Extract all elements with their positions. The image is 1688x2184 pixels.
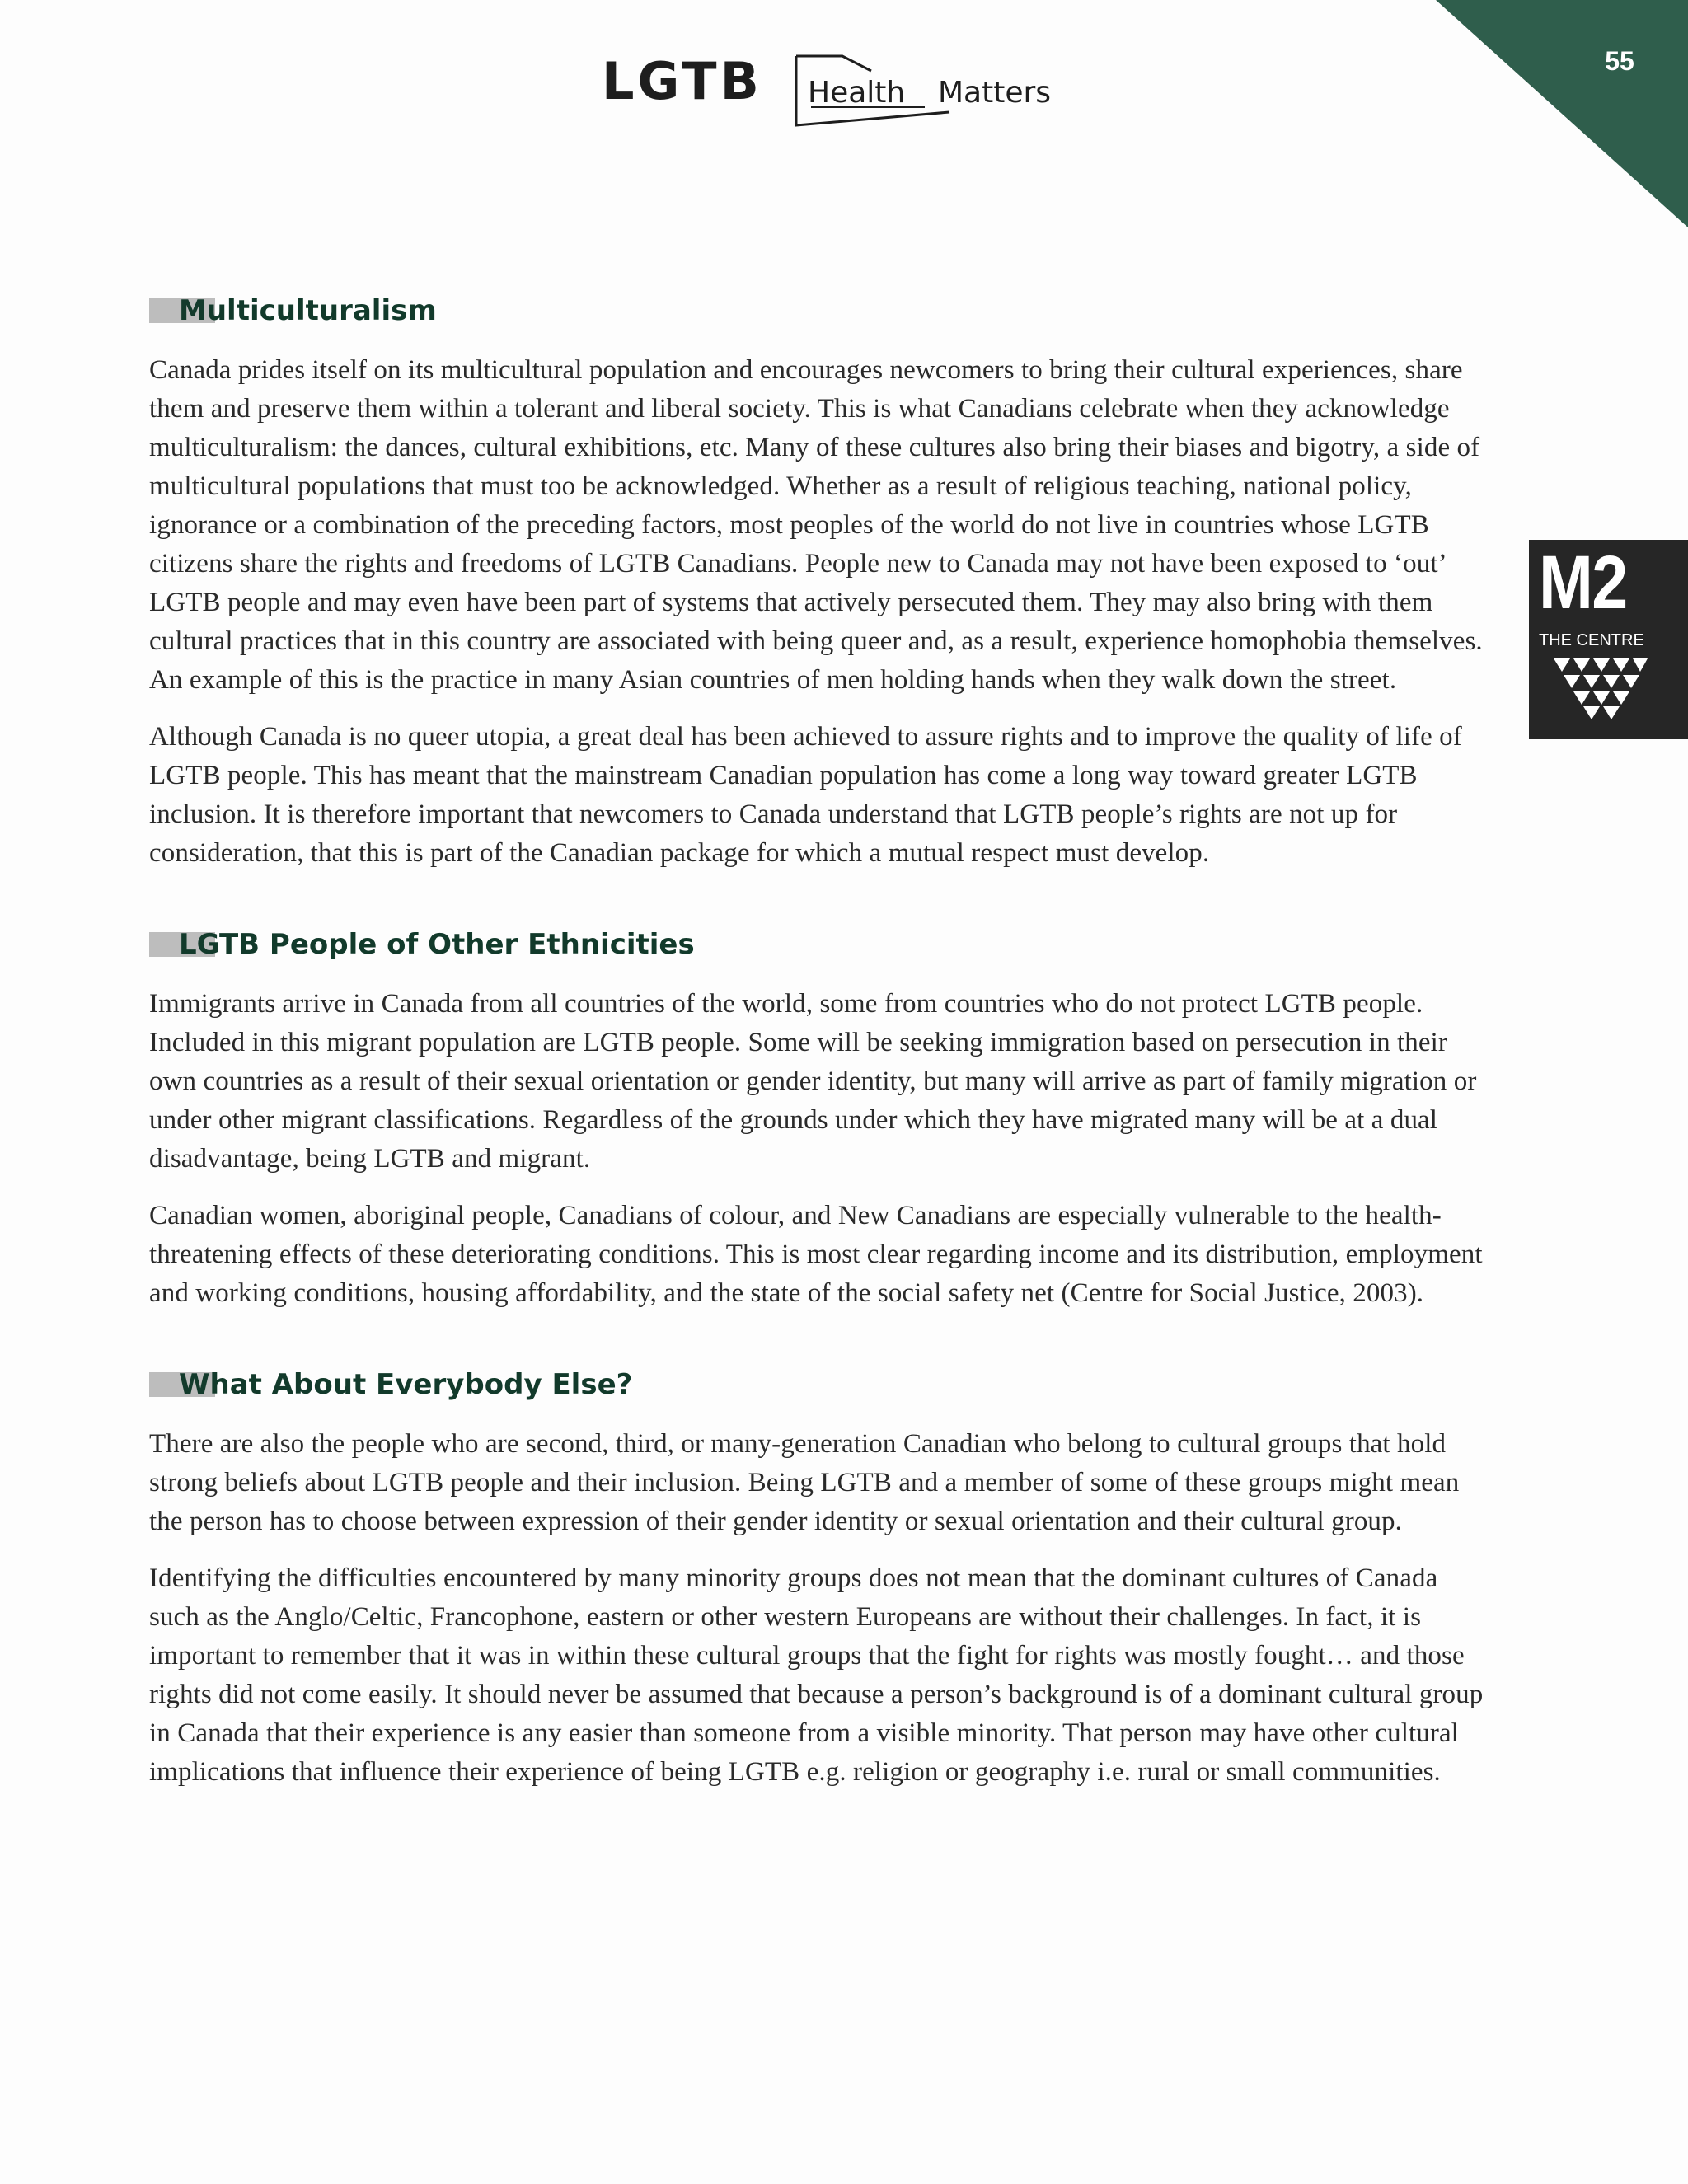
page-number: 55 [1605, 46, 1634, 76]
publication-logo [602, 53, 1096, 135]
paragraph: Identifying the difficulties encountered by many minority groups does not mean that the dominant cultures of Canada such as the Anglo/Celtic, Francophone, eastern or other western Europeans are without their challenges. In fact, it is important to remember that it was in within these cultural groups that the fight for rights was mostly fought… and those rights did not come easily. It should never be assumed that because a person’s background is of a dominant cultural group in Canada that their experience is any easier than someone from a visible minority. That person may have other cultural implications that influence their experience of being LGTB e.g. religion or geography i.e. rural or small communities. [149, 1563, 1484, 1787]
section-heading-text: LGTB People of Other Ethnicities [179, 928, 695, 961]
logo-health-text: Health [808, 76, 906, 110]
logo-lgtb-text: LGTB [602, 51, 762, 111]
section-heading-text: Multiculturalism [179, 294, 437, 327]
module-code: M2 [1539, 541, 1627, 625]
page-corner-graphic [1436, 0, 1688, 227]
article-body [149, 290, 1494, 1810]
paragraph: Canada prides itself on its multicultural population and encourages newcomers to bring their cultural experiences, share them and preserve them within a tolerant and liberal society. This is what Canadians celebrate when they acknowledge multiculturalism: the dances, cultural exhibitions, etc. Many of these cultures also bring their biases and bigotry, a side of multicultural populations that must too be acknowledged. Whether as a result of religious teaching, national policy, ignorance or a combination of the preceding factors, most peoples of the world do not live in countries whose LGTB citizens share the rights and freedoms of LGTB Canadians. People new to Canada may not have been exposed to ‘out’ LGTB people and may even have been part of systems that actively persecuted them. They may also bring with them cultural practices that in this country are associated with being queer and, as a result, experience homophobia themselves. An example of this is the practice in many Asian countries of men holding hands when they walk down the street. [149, 355, 1483, 695]
section-what-about-everybody-else [149, 1364, 1494, 1792]
section-lgtb-people-other-ethnicities [149, 924, 1494, 1313]
paragraph: There are also the people who are second, third, or many-generation Canadian who belong to cultural groups that hold strong beliefs about LGTB people and their inclusion. Being LGTB and a member of some of these groups might mean the person has to choose between expression of their gender identity or sexual orientation and their cultural group. [149, 1429, 1460, 1536]
section-heading [149, 924, 1494, 965]
section-heading [149, 1364, 1494, 1405]
paragraph: Immigrants arrive in Canada from all countries of the world, some from countries who do not protect LGTB people. Included in this migrant population are LGTB people. Some will be seeking immigration based on persecution in their own countries as a result of their sexual orientation or gender identity, but many will arrive as part of family migration or under other migrant classifications. Regardless of the grounds under which they have migrated many will be at a dual disadvantage, being LGTB and migrant. [149, 989, 1477, 1174]
paragraph: Although Canada is no queer utopia, a great deal has been achieved to assure rights and to improve the quality of life of LGTB people. This has meant that the mainstream Canadian population has come a long way toward greater LGTB inclusion. It is therefore important that newcomers to Canada understand that LGTB people’s rights are not up for consideration, that this is part of the Canadian package for which a mutual respect must develop. [149, 722, 1462, 868]
module-org-name: THE CENTRE [1539, 631, 1644, 649]
paragraph: Canadian women, aboriginal people, Canadians of colour, and New Canadians are especially vulnerable to the health-threatening effects of these deteriorating conditions. This is most clear regarding income and its distribution, employment and working conditions, housing affordability, and the state of the social safety net (Centre for Social Justice, 2003). [149, 1201, 1483, 1308]
logo-matters-text: Matters [938, 76, 1052, 110]
section-heading [149, 290, 1494, 331]
module-tab [1529, 540, 1688, 739]
section-heading-text: What About Everybody Else? [179, 1368, 633, 1401]
centre-logo-triangles-icon [1550, 655, 1649, 721]
section-multiculturalism [149, 290, 1494, 873]
